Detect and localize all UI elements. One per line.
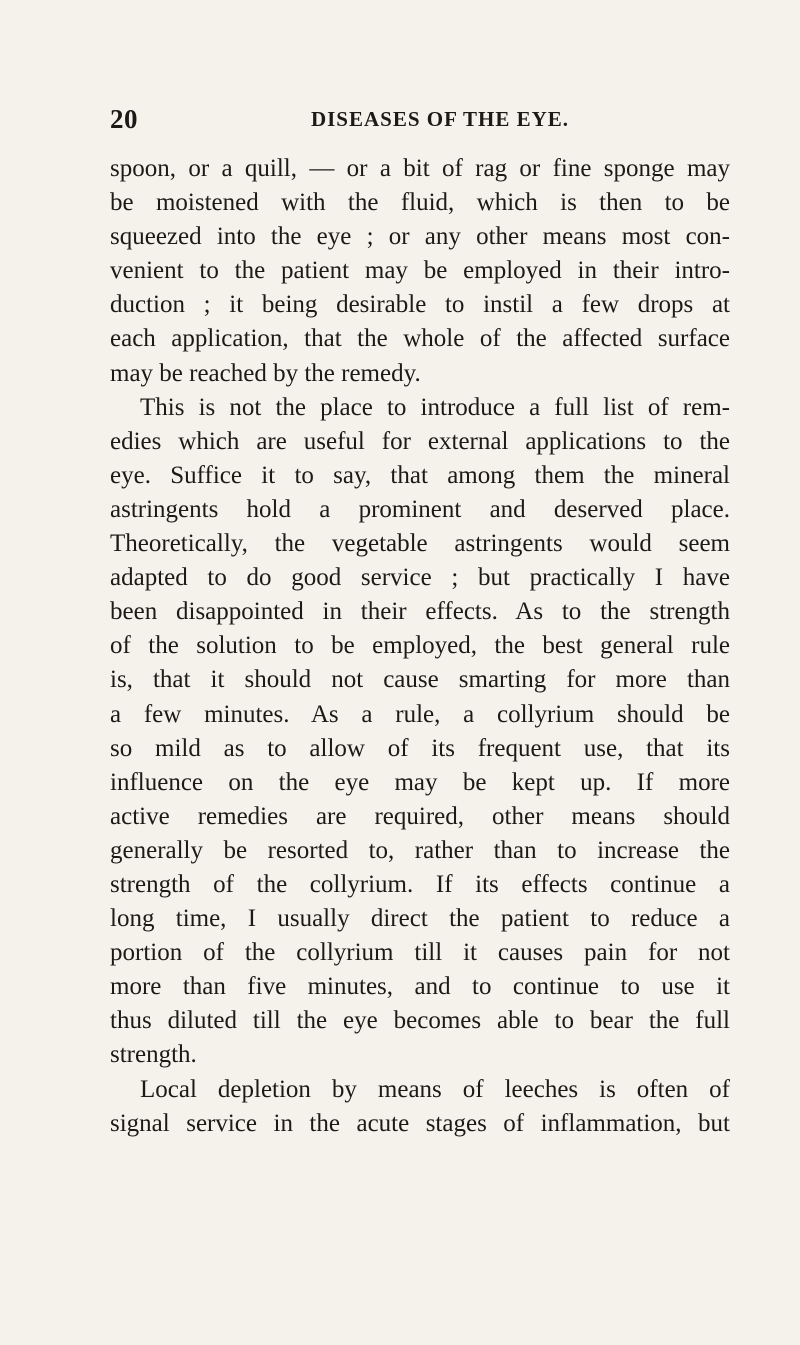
text-line: so mild as to allow of its frequent use, that its (110, 734, 730, 762)
text-line: influence on the eye may be kept up. If more (110, 768, 730, 796)
text-line: strength of the collyrium. If its effects continue a (110, 870, 730, 898)
text-line: strength. (110, 1041, 197, 1069)
running-header (110, 104, 730, 140)
text-line: spoon, or a quill, — or a bit of rag or fine sponge may (110, 155, 730, 182)
text-line: eye. Suffice it to say, that among them the mineral (110, 461, 730, 489)
running-title: DISEASES OF THE EYE. (310, 107, 570, 131)
text-line: of the solution to be employed, the best general rule (110, 632, 730, 660)
text-line: portion of the collyrium till it causes pain for not (110, 939, 730, 967)
text-line: signal service in the acute stages of inflammation, but (110, 1109, 730, 1137)
text-line: edies which are useful for external applications to the (110, 427, 730, 455)
text-line: Theoretically, the vegetable astringents would seem (110, 530, 730, 558)
text-line: a few minutes. As a rule, a collyrium should be (110, 700, 730, 728)
text-line: each application, that the whole of the affected surface (110, 325, 730, 353)
text-line: Local depletion by means of leeches is often of (140, 1075, 730, 1103)
text-line: been disappointed in their effects. As to the strength (110, 598, 730, 626)
text-line: more than five minutes, and to continue to use it (110, 973, 730, 1001)
page-number: 20 (110, 104, 138, 134)
text-line: This is not the place to introduce a full list of rem- (140, 393, 730, 421)
body-text (110, 152, 730, 1141)
text-line: active remedies are required, other means should (110, 802, 730, 830)
text-line: duction ; it being desirable to instil a few drops at (110, 291, 730, 319)
text-line: generally be resorted to, rather than to increase the (110, 836, 730, 864)
text-line: may be reached by the remedy. (110, 359, 421, 387)
text-line: astringents hold a prominent and deserved place. (110, 495, 730, 523)
text-line: is, that it should not cause smarting for more than (110, 666, 730, 694)
text-line: squeezed into the eye ; or any other means most con- (110, 223, 730, 251)
text-line: long time, I usually direct the patient to reduce a (110, 905, 730, 933)
text-line: venient to the patient may be employed in their intro- (110, 257, 730, 285)
text-line: be moistened with the fluid, which is then to be (110, 189, 730, 217)
text-line: thus diluted till the eye becomes able to bear the full (110, 1007, 730, 1035)
text-line: adapted to do good service ; but practically I have (110, 564, 730, 592)
